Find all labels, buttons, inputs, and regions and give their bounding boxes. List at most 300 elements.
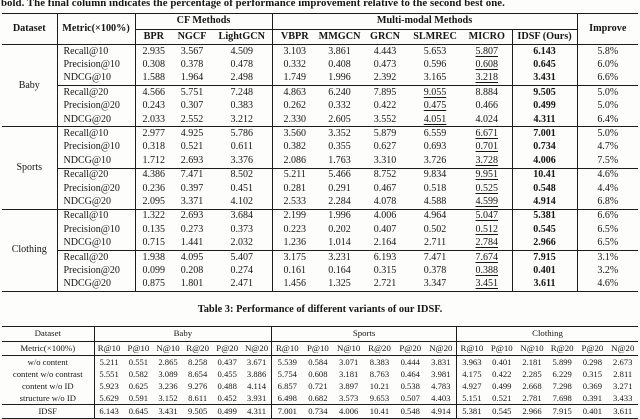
value-cell: 2.284 [328, 195, 351, 207]
method-header-slmrec: SLMREC [413, 30, 457, 42]
value-cell: 9.834 [408, 168, 462, 182]
metric-label: Recall@10 [57, 209, 135, 223]
value-cell: 0.551 [128, 356, 149, 367]
value-cell [408, 86, 462, 100]
value-cell: 0.407 [373, 223, 397, 235]
value-cell: 3.433 [613, 392, 633, 403]
second-best-value: 3.728 [475, 154, 499, 166]
value-cell [462, 58, 512, 71]
second-best-value: 0.388 [475, 264, 499, 276]
value-cell: 3.071 [338, 356, 359, 367]
variant-label: content w/o contrast [2, 368, 94, 380]
value-cell: 0.281 [283, 182, 307, 194]
value-cell: 0.408 [328, 59, 351, 71]
value-cell: 0.223 [283, 223, 307, 235]
value-cell: 3.175 [272, 250, 317, 264]
second-best-value: 0.512 [475, 223, 499, 235]
variant-row [2, 356, 638, 369]
improve-value: 5.0% [577, 86, 638, 100]
value-cell: 0.455 [217, 368, 237, 379]
value-cell: 3.103 [283, 45, 307, 57]
result-row [2, 141, 638, 154]
dataset-group-baby-header: Baby [94, 327, 272, 342]
improve-value: 6.0% [597, 59, 619, 71]
value-cell: 0.391 [582, 392, 603, 403]
metric-label: NDCG@20 [57, 278, 135, 292]
value-cell: 5.629 [99, 392, 119, 403]
value-cell: 2.721 [373, 278, 397, 290]
value-cell: 0.422 [373, 100, 397, 112]
value-cell: 6.498 [277, 392, 297, 403]
value-cell: 6.857 [277, 380, 297, 391]
idsf-row [2, 405, 638, 419]
value-cell: 0.401 [577, 405, 607, 419]
value-cell: 0.383 [212, 100, 272, 113]
improve-value: 5.8% [597, 45, 619, 57]
value-cell: 5.211 [272, 168, 317, 182]
result-row [2, 113, 638, 127]
value-cell: 3.347 [423, 278, 447, 290]
value-cell [462, 182, 512, 195]
second-best-value: 0.608 [475, 59, 499, 71]
value-cell: 10.41 [512, 168, 577, 182]
value-cell: 4.914 [426, 405, 457, 419]
value-cell: 3.611 [607, 405, 638, 419]
metric-col-header: N@10 [517, 341, 547, 356]
value-cell: 7.001 [272, 405, 303, 419]
value-cell: 2.711 [423, 237, 447, 249]
value-cell: 0.591 [128, 392, 149, 403]
value-cell: 0.298 [582, 356, 603, 367]
value-cell: 1.996 [328, 72, 351, 84]
value-cell: 0.625 [128, 380, 149, 391]
improve-value: 6.6% [577, 209, 638, 223]
value-cell: 4.386 [135, 168, 172, 182]
value-cell: 1.763 [328, 154, 351, 166]
improve-value: 6.5% [597, 223, 619, 235]
value-cell: 0.627 [373, 141, 397, 153]
second-best-value: 9.951 [475, 169, 499, 181]
value-cell: 0.274 [212, 264, 272, 277]
value-cell: 0.373 [212, 223, 272, 236]
value-cell: 2.032 [212, 236, 272, 250]
value-cell: 0.518 [423, 182, 447, 194]
metric-col-header: R@10 [94, 341, 124, 356]
value-cell: 3.671 [242, 356, 272, 369]
improve-value: 6.6% [597, 72, 619, 84]
second-best-value: 7.674 [475, 251, 499, 263]
value-cell: 0.307 [180, 100, 204, 112]
value-cell: 0.382 [283, 141, 307, 153]
value-cell: 3.089 [158, 368, 178, 379]
metric-label: Recall@20 [57, 86, 135, 100]
second-best-value: 6.671 [475, 128, 499, 140]
value-cell [462, 236, 512, 250]
value-cell: 7.471 [408, 250, 462, 264]
value-cell: 3.726 [423, 154, 447, 166]
value-cell: 4.006 [362, 209, 408, 223]
value-cell: 0.545 [512, 223, 577, 236]
value-cell: 5.653 [423, 45, 447, 57]
second-best-value: 0.525 [475, 182, 499, 194]
value-cell: 3.152 [158, 392, 178, 403]
value-cell: 7.915 [512, 250, 577, 264]
value-cell: 5.381 [457, 405, 487, 419]
value-cell: 6.143 [512, 45, 577, 59]
value-cell: 7.298 [552, 380, 572, 391]
value-cell [462, 141, 512, 154]
method-header-vbpr: VBPR [280, 30, 309, 42]
value-cell [462, 127, 512, 141]
dataset-label: Baby [2, 45, 57, 127]
value-cell: 2.095 [142, 195, 165, 207]
value-cell: 6.229 [552, 368, 572, 379]
main-table-header [2, 14, 638, 45]
dataset-group-sports [2, 127, 638, 209]
metric-col-header: R@10 [457, 341, 487, 356]
metric-label: Recall@10 [57, 45, 135, 59]
value-cell: 7.895 [362, 86, 408, 100]
metric-label: Precision@20 [57, 182, 135, 195]
value-cell [462, 250, 512, 264]
value-cell: 0.437 [217, 356, 237, 367]
value-cell: 4.175 [462, 368, 482, 379]
value-cell: 5.551 [99, 368, 119, 379]
value-cell: 2.966 [512, 236, 577, 250]
value-cell: 0.369 [582, 380, 603, 391]
value-cell: 0.548 [512, 182, 577, 195]
col-header-dataset: Dataset [2, 327, 94, 342]
value-cell: 3.271 [613, 380, 633, 391]
value-cell: 7.471 [172, 168, 212, 182]
improve-value: 6.5% [597, 237, 619, 249]
value-cell: 3.231 [317, 250, 362, 264]
value-cell: 0.548 [395, 405, 426, 419]
value-cell: 8.763 [369, 368, 390, 379]
value-cell: 0.315 [582, 368, 603, 379]
value-cell: 3.181 [338, 368, 359, 379]
value-cell: 0.378 [180, 59, 204, 71]
metric-label: Recall@20 [57, 168, 135, 182]
dataset-label: Sports [2, 127, 57, 209]
value-cell: 9.505 [512, 86, 577, 100]
improve-value: 3.1% [577, 250, 638, 264]
value-cell: 0.318 [142, 141, 165, 153]
value-cell: 0.099 [142, 264, 165, 276]
value-cell: 0.273 [180, 223, 204, 235]
variant-row [2, 392, 638, 405]
value-cell: 1.801 [180, 278, 204, 290]
method-header-bpr: BPR [143, 30, 164, 42]
value-cell: 0.291 [328, 182, 351, 194]
value-cell: 4.914 [512, 195, 577, 209]
value-cell: 3.371 [180, 195, 204, 207]
metric-label: Precision@10 [57, 223, 135, 236]
value-cell: 0.507 [400, 392, 420, 403]
value-cell: 4.783 [426, 380, 457, 392]
group-header-row [2, 14, 638, 30]
value-cell: 1.014 [328, 237, 351, 249]
value-cell: 2.199 [272, 209, 317, 223]
method-header-idsf: IDSF (Ours) [512, 29, 577, 45]
main-results-table [2, 13, 638, 292]
value-cell: 0.378 [423, 264, 447, 276]
metric-header-row [2, 341, 638, 356]
metric-label: Recall@20 [57, 250, 135, 264]
value-cell: 8.502 [212, 168, 272, 182]
value-cell: 1.749 [283, 72, 307, 84]
value-cell: 2.330 [283, 113, 307, 125]
metric-col-header: N@20 [426, 341, 457, 356]
second-best-value: 4.599 [475, 195, 499, 207]
variant-row [2, 380, 638, 392]
value-cell: 2.164 [373, 237, 397, 249]
value-cell: 3.165 [423, 72, 447, 84]
value-cell: 1.964 [180, 72, 204, 84]
value-cell: 0.693 [423, 141, 447, 153]
col-header-dataset: Dataset [2, 14, 57, 45]
improve-value: 6.8% [597, 195, 619, 207]
value-cell: 5.211 [99, 356, 119, 367]
value-cell: 0.488 [217, 380, 237, 391]
value-cell: 4.443 [373, 45, 397, 57]
improve-value: 4.4% [597, 182, 619, 194]
metric-label: Precision@10 [57, 58, 135, 71]
value-cell: 2.533 [283, 195, 307, 207]
result-row [2, 168, 638, 182]
value-cell: 0.608 [308, 368, 328, 379]
value-cell: 8.258 [187, 356, 208, 367]
result-row [2, 86, 638, 100]
metric-col-header: P@10 [124, 341, 154, 356]
value-cell: 0.332 [283, 59, 307, 71]
value-cell [462, 195, 512, 209]
value-cell: 1.325 [328, 278, 351, 290]
value-cell: 4.024 [462, 113, 512, 127]
variant-label: content w/o ID [2, 380, 94, 392]
metric-col-header: P@20 [577, 341, 607, 356]
value-cell: 0.645 [512, 58, 577, 71]
value-cell: 3.573 [338, 392, 359, 403]
metric-col-header: N@10 [333, 341, 364, 356]
result-row [2, 182, 638, 195]
value-cell: 0.521 [492, 392, 512, 403]
improve-value: 3.2% [597, 264, 619, 276]
variant-rows [2, 356, 638, 405]
value-cell: 2.977 [135, 127, 172, 141]
method-header-lightgcn: LightGCN [212, 29, 272, 45]
metric-col-header: P@20 [395, 341, 426, 356]
value-cell: 3.310 [373, 154, 397, 166]
value-cell: 0.315 [373, 264, 397, 276]
value-cell [462, 45, 512, 59]
value-cell: 2.781 [522, 392, 542, 403]
value-cell: 2.033 [142, 113, 165, 125]
value-cell: 2.966 [517, 405, 547, 419]
value-cell: 0.734 [302, 405, 333, 419]
col-header-improve: Improve [577, 14, 638, 45]
value-cell: 1.456 [283, 278, 307, 290]
value-cell: 3.212 [212, 113, 272, 127]
dataset-group-clothing-header: Clothing [457, 327, 638, 342]
improve-value: 4.7% [597, 141, 619, 153]
value-cell: 4.006 [512, 154, 577, 168]
value-cell: 4.114 [242, 380, 272, 392]
value-cell: 0.464 [400, 368, 420, 379]
value-cell: 1.996 [317, 209, 362, 223]
value-cell: 0.243 [142, 100, 165, 112]
value-cell: 0.444 [400, 356, 420, 367]
value-cell: 0.355 [328, 141, 351, 153]
metric-label: Precision@20 [57, 264, 135, 277]
value-cell: 3.431 [512, 72, 577, 86]
value-cell: 4.311 [512, 113, 577, 127]
value-cell: 1.588 [142, 72, 165, 84]
second-best-value: 3.218 [475, 72, 499, 84]
value-cell: 0.202 [328, 223, 351, 235]
metric-label: Recall@10 [57, 127, 135, 141]
value-cell: 4.311 [242, 405, 272, 419]
result-row [2, 278, 638, 292]
value-cell: 0.682 [308, 392, 328, 403]
value-cell: 5.923 [99, 380, 119, 391]
value-cell: 4.964 [408, 209, 462, 223]
improve-value: 5.0% [577, 127, 638, 141]
value-cell: 9.505 [183, 405, 213, 419]
value-cell: 8.884 [462, 86, 512, 100]
value-cell: 0.208 [180, 264, 204, 276]
metric-col-header: N@20 [242, 341, 272, 356]
value-cell [462, 154, 512, 168]
value-cell: 0.545 [487, 405, 517, 419]
value-cell: 3.611 [512, 278, 577, 292]
improve-value: 7.5% [597, 154, 619, 166]
improve-value: 5.0% [597, 100, 619, 112]
value-cell: 0.611 [212, 141, 272, 154]
value-cell: 0.584 [308, 356, 328, 367]
second-best-value: 2.784 [475, 237, 499, 249]
metric-label: NDCG@10 [57, 236, 135, 250]
method-header-mmgcn: MMGCN [318, 30, 361, 42]
value-cell: 0.161 [283, 264, 307, 276]
value-cell: 3.897 [338, 380, 359, 391]
value-cell: 7.915 [547, 405, 577, 419]
result-row [2, 45, 638, 59]
metric-col-header: R@20 [364, 341, 395, 356]
improve-value: 6.4% [597, 113, 619, 125]
group-header-cf-methods: CF Methods [135, 14, 272, 30]
metric-col-header: P@20 [212, 341, 242, 356]
value-cell: 10.21 [369, 380, 390, 391]
value-cell: 4.078 [373, 195, 397, 207]
value-cell: 7.001 [512, 127, 577, 141]
value-cell: 0.521 [180, 141, 204, 153]
second-best-value: 9.055 [423, 86, 447, 98]
value-cell: 8.752 [362, 168, 408, 182]
idsf-variants-table [2, 326, 638, 419]
value-cell: 4.403 [426, 392, 457, 405]
variant-label: IDSF [2, 405, 94, 419]
variant-label: w/o content [2, 356, 94, 369]
value-cell: 7.248 [212, 86, 272, 100]
value-cell: 2.471 [212, 278, 272, 292]
value-cell: 2.693 [172, 209, 212, 223]
value-cell: 0.262 [283, 100, 307, 112]
value-cell: 0.164 [328, 264, 351, 276]
second-best-value: 0.701 [475, 141, 499, 153]
value-cell: 0.715 [142, 237, 165, 249]
value-cell: 2.673 [613, 356, 633, 367]
value-cell [462, 223, 512, 236]
idsf-final-row-group [2, 405, 638, 419]
metric-label: NDCG@10 [57, 154, 135, 168]
col-header-metric: Metric(×100%) [57, 14, 135, 45]
value-cell: 5.539 [277, 356, 297, 367]
value-cell: 0.499 [212, 405, 242, 419]
value-cell: 6.143 [94, 405, 124, 419]
value-cell: 0.596 [423, 59, 447, 71]
value-cell: 2.181 [522, 356, 542, 367]
value-cell: 3.352 [317, 127, 362, 141]
result-row [2, 72, 638, 86]
improve-value: 4.6% [597, 278, 619, 290]
value-cell [462, 72, 512, 86]
value-cell: 4.095 [172, 250, 212, 264]
value-cell: 2.285 [522, 368, 542, 379]
method-header-micro: MICRO [462, 29, 512, 45]
dataset-group-sports-header: Sports [272, 327, 457, 342]
value-cell: 0.478 [212, 58, 272, 71]
variant-row [2, 368, 638, 380]
value-cell: 6.240 [317, 86, 362, 100]
result-row [2, 236, 638, 250]
metric-label: NDCG@20 [57, 195, 135, 209]
value-cell: 3.567 [180, 45, 204, 57]
value-cell: 4.509 [212, 45, 272, 59]
result-row [2, 264, 638, 277]
result-row [2, 58, 638, 71]
method-header-ngcf: NGCF [177, 30, 207, 42]
variant-label: structure w/o ID [2, 392, 94, 405]
value-cell: 1.938 [135, 250, 172, 264]
value-cell: 7.698 [552, 392, 572, 403]
col-header-metric: Metric(×100%) [2, 341, 94, 356]
value-cell: 2.935 [142, 45, 165, 57]
value-cell: 4.925 [172, 127, 212, 141]
second-best-value: 0.475 [423, 100, 447, 112]
value-cell: 9.653 [369, 392, 390, 403]
value-cell [408, 113, 462, 127]
value-cell: 0.401 [492, 356, 512, 367]
dataset-label: Clothing [2, 209, 57, 291]
value-cell: 0.645 [124, 405, 154, 419]
value-cell: 0.135 [142, 223, 165, 235]
value-cell: 2.605 [328, 113, 351, 125]
value-cell: 0.397 [180, 182, 204, 194]
value-cell: 0.451 [212, 182, 272, 195]
value-cell: 0.538 [400, 380, 420, 391]
value-cell: 3.831 [426, 356, 457, 369]
value-cell: 2.811 [613, 368, 633, 379]
value-cell [462, 168, 512, 182]
value-cell: 2.498 [212, 72, 272, 86]
value-cell: 0.499 [492, 380, 512, 391]
dataset-group-clothing [2, 209, 638, 291]
value-cell: 1.441 [180, 237, 204, 249]
result-row [2, 127, 638, 141]
value-cell: 2.693 [180, 154, 204, 166]
value-cell: 4.588 [423, 195, 447, 207]
